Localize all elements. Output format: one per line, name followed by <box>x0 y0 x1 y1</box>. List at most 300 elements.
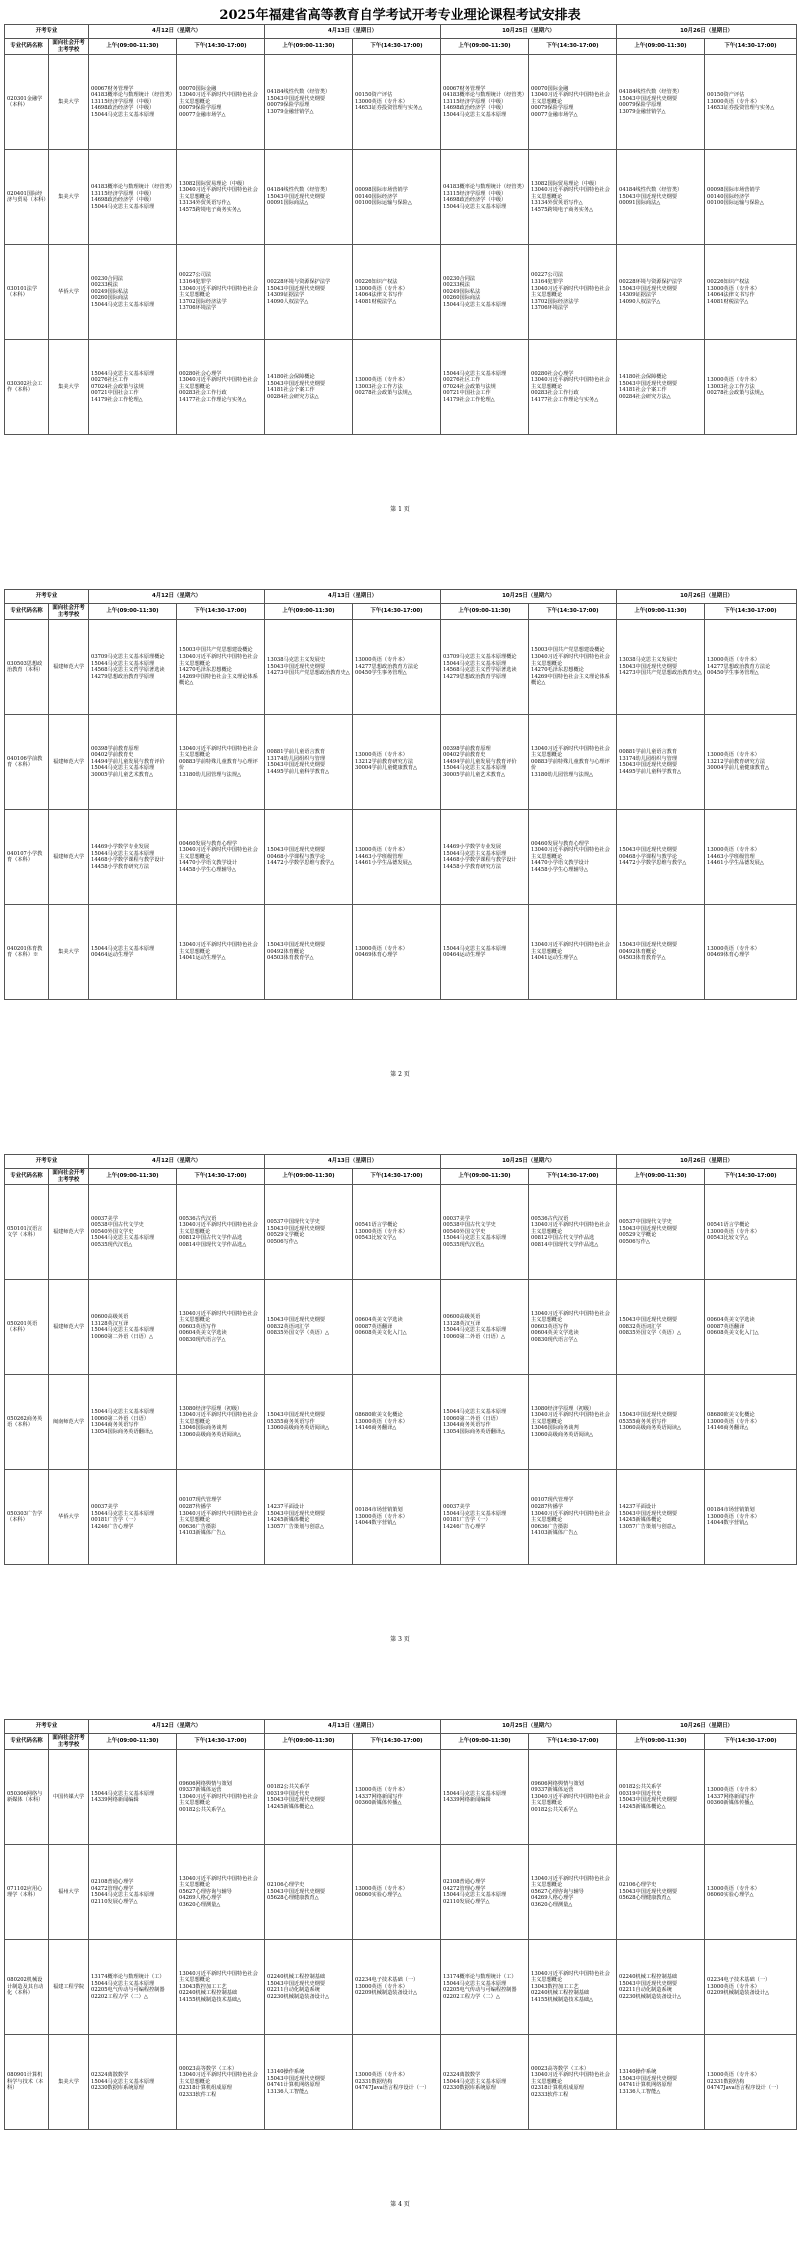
course-item: 00182公共关系学△ <box>531 1807 578 1814</box>
course-item: 30005学前儿童艺术教育△ <box>443 772 506 779</box>
course-cell <box>617 1280 705 1375</box>
course-item: 13043数控加工工艺 <box>531 1983 579 1990</box>
course-cell <box>265 715 353 810</box>
course-item: 10060第二外语（日语） <box>91 1415 150 1422</box>
course-cell <box>617 340 705 435</box>
header-am: 上午(09:00-11:30) <box>617 39 705 55</box>
header-row-dates <box>5 1155 797 1169</box>
course-cell <box>353 905 441 1000</box>
header-date4: 10月26日（星期日） <box>617 25 797 39</box>
header-pm: 下午(14:30-17:00) <box>353 1169 441 1185</box>
school-cell: 集美大学 <box>49 905 89 1000</box>
course-item: 14458小学生心理辅导△ <box>531 867 588 874</box>
course-item: 15043中国近现代史纲要 <box>267 193 326 200</box>
course-item: 08680欧美文化概论 <box>355 1412 403 1419</box>
course-item: 14461小学生品德发展△ <box>707 860 764 867</box>
course-cell <box>89 1940 177 2035</box>
course-item: 04183概率论与数理统计（经管类） <box>91 184 175 190</box>
course-item: 14245新媒体概论△ <box>619 1803 666 1810</box>
course-cell <box>441 1750 529 1845</box>
major-code-cell: 030101法学（本科） <box>5 245 49 340</box>
course-item: 00070国际金融 <box>531 85 569 92</box>
course-item: 02110发展心理学△ <box>91 1898 138 1905</box>
course-item: 15043中国近现代史纲要 <box>267 1412 326 1419</box>
course-item: 15043中国近现代史纲要 <box>267 762 326 769</box>
course-item: 00070国际金融 <box>179 85 217 92</box>
course-cell <box>265 245 353 340</box>
course-item: 13046国际商务谈判 <box>179 1425 227 1432</box>
header-date3: 10月25日（星期六） <box>441 590 617 604</box>
course-item: 10060第二外语（日语）△ <box>443 1333 506 1340</box>
header-major: 开考专业 <box>5 590 89 604</box>
course-cell <box>177 245 265 340</box>
course-item: 00492体育概论 <box>267 948 305 955</box>
course-cell <box>705 1845 797 1940</box>
course-item: 06060实验心理学△ <box>355 1892 402 1899</box>
course-item: 14463小学班级管理 <box>707 853 755 860</box>
course-item: 00283社会工作行政 <box>531 390 579 397</box>
major-code-cell: 050101汉语言文学（本科） <box>5 1185 49 1280</box>
course-item: 02211自动化制造系统 <box>267 1987 320 1994</box>
course-item: 00604英美文学选读 <box>179 1330 227 1337</box>
course-item: 00460发展与教育心理学 <box>179 840 238 847</box>
course-item: 14458小学生心理辅导△ <box>179 867 236 874</box>
major-code-cell: 080901计算机科学与技术（本科） <box>5 2035 49 2130</box>
course-item: 00023高等数学（工本） <box>531 2065 590 2072</box>
course-item: 00360新媒体传播△ <box>707 1800 754 1807</box>
course-item: 00284社会研究方法△ <box>267 393 319 400</box>
course-item: 15044马克思主义基本原理 <box>91 203 155 210</box>
course-cell <box>265 55 353 150</box>
course-item: 13057广告策划与创意△ <box>619 1523 676 1530</box>
course-item: 14472小学数学思维与教学△ <box>619 860 687 867</box>
course-cell <box>705 715 797 810</box>
course-item: 00537中国现代文学史 <box>619 1219 672 1225</box>
course-item: 14146商务翻译△ <box>355 1425 397 1432</box>
course-item: 13000英语（专升本） <box>707 657 760 664</box>
course-item: 07024社会政策与法规 <box>443 383 496 390</box>
course-item: 00276社区工作 <box>443 377 481 384</box>
course-item: 10060第二外语（日语） <box>443 1415 502 1422</box>
course-cell <box>617 150 705 245</box>
course-cell <box>177 1940 265 2035</box>
course-item: 00604英美文学选读 <box>531 1330 579 1337</box>
course-item: 00721中国社会工作 <box>91 390 139 397</box>
course-cell <box>353 150 441 245</box>
course-item: 03620心理测量△ <box>179 1902 221 1909</box>
course-cell <box>177 340 265 435</box>
course-cell <box>441 150 529 245</box>
course-item: 00249国际私法 <box>443 288 481 295</box>
course-item: 00230合同法 <box>91 275 124 282</box>
course-item: 15043中国近现代史纲要 <box>267 1980 326 1987</box>
course-item: 13040习近平新时代中国特色社会主义思想概论 <box>531 1412 610 1425</box>
course-item: 00184市场营销策划 <box>355 1507 403 1514</box>
course-item: 14279思想政治教育学原理 <box>443 673 507 680</box>
course-item: 00469体育心理学 <box>355 952 398 959</box>
course-item: 00600高级英语 <box>443 1314 481 1320</box>
course-item: 00098国际市场营销学 <box>707 187 760 194</box>
course-item: 15043中国近现代史纲要 <box>267 95 326 102</box>
course-item: 15044马克思主义基本原理 <box>91 370 155 377</box>
course-item: 15043中国近现代史纲要 <box>619 1980 678 1987</box>
header-pm: 下午(14:30-17:00) <box>705 39 797 55</box>
header-pm: 下午(14:30-17:00) <box>529 39 617 55</box>
course-cell <box>89 340 177 435</box>
course-item: 15043中国近现代史纲要 <box>267 1888 326 1895</box>
course-item: 00280社会心理学 <box>531 370 574 377</box>
course-cell <box>441 55 529 150</box>
course-cell <box>177 1845 265 1940</box>
course-cell <box>441 245 529 340</box>
course-item: 14468小学数学课程与教学设计 <box>91 857 165 864</box>
course-item: 00604英美文学选读 <box>707 1317 755 1324</box>
course-item: 14090人权法学△ <box>267 298 309 305</box>
course-item: 15044马克思主义基本原理 <box>91 1980 155 1987</box>
course-item: 13040习近平新时代中国特色社会主义思想概论 <box>531 377 610 390</box>
course-cell <box>177 905 265 1000</box>
schedule-table <box>4 1154 797 1565</box>
course-item: 00636广告摄影 <box>179 1523 217 1530</box>
course-cell <box>353 620 441 715</box>
course-item: 00881学前儿童语言教育 <box>267 749 326 755</box>
course-item: 13136人工智能△ <box>619 2088 661 2095</box>
course-item: 13040习近平新时代中国特色社会主义思想概论 <box>531 2072 610 2085</box>
course-item: 15043中国近现代史纲要 <box>267 1510 326 1517</box>
schedule-page <box>0 0 800 565</box>
course-cell <box>705 150 797 245</box>
course-item: 14177社会工作理论与实务△ <box>531 397 599 404</box>
course-item: 04741计算机网络原理 <box>619 2082 672 2089</box>
course-cell <box>265 1185 353 1280</box>
course-item: 15003中国共产党思想建设概论 <box>179 647 253 654</box>
course-item: 13082国际贸易理论（中级） <box>531 180 600 187</box>
course-item: 04503体育教育学△ <box>619 955 666 962</box>
course-item: 00398学前教育原理 <box>443 745 491 752</box>
course-item: 14245新媒体概论△ <box>267 1803 314 1810</box>
course-item: 14090人权法学△ <box>619 298 661 305</box>
header-row-dates <box>5 25 797 39</box>
header-pm: 下午(14:30-17:00) <box>529 1169 617 1185</box>
school-cell: 福建工程学院 <box>49 1940 89 2035</box>
course-cell <box>529 1845 617 1940</box>
course-item: 13180幼儿园管理与法规△ <box>531 772 594 779</box>
course-item: 14177社会工作理论与实务△ <box>179 397 247 404</box>
course-cell <box>265 1280 353 1375</box>
course-item: 05627心理咨询与辅导 <box>531 1888 584 1895</box>
course-item: 13080经济学原理（初级） <box>179 1405 243 1412</box>
course-item: 15043中国近现代史纲要 <box>619 1888 678 1895</box>
major-code-cell: 040106学前教育（本科） <box>5 715 49 810</box>
course-cell <box>441 1845 529 1940</box>
header-am: 上午(09:00-11:30) <box>89 1169 177 1185</box>
table-row <box>5 1375 797 1470</box>
course-item: 15044马克思主义基本原理 <box>91 112 155 119</box>
course-item: 13000英语（专升本） <box>707 377 760 384</box>
course-item: 00098国际市场营销学 <box>355 187 408 194</box>
course-item: 02333软件工程 <box>531 2092 569 2099</box>
course-item: 13040习近平新时代中国特色社会主义思想概论 <box>179 377 258 390</box>
course-item: 13000英语（专升本） <box>355 752 408 759</box>
major-code-cell: 020301金融学（本科） <box>5 55 49 150</box>
header-date1: 4月12日（星期六） <box>89 590 265 604</box>
course-item: 14653证券投资管理与实务△ <box>707 105 775 112</box>
header-pm: 下午(14:30-17:00) <box>177 1169 265 1185</box>
course-item: 13174幼儿园组织与管理 <box>267 755 326 762</box>
header-pm: 下午(14:30-17:00) <box>177 39 265 55</box>
course-item: 00079保险学原理 <box>531 105 574 112</box>
course-item: 00280社会心理学 <box>179 370 222 377</box>
course-item: 00540外国文学史 <box>443 1228 486 1235</box>
header-am: 上午(09:00-11:30) <box>617 1169 705 1185</box>
course-item: 13060高级商务英语阅读△ <box>531 1432 594 1439</box>
schedule-page <box>0 565 800 1130</box>
header-date3: 10月25日（星期六） <box>441 25 617 39</box>
course-item: 13040习近平新时代中国特色社会主义思想概论 <box>179 745 258 759</box>
header-code: 专业代码名称 <box>5 39 49 55</box>
course-item: 14081财税法学△ <box>355 298 397 305</box>
course-cell <box>353 1280 441 1375</box>
course-item: 00233税法 <box>91 282 118 289</box>
course-item: 15044马克思主义基本原理 <box>91 302 155 309</box>
course-item: 13040习近平新时代中国特色社会主义思想概论 <box>179 92 258 105</box>
header-major: 开考专业 <box>5 1155 89 1169</box>
course-cell <box>529 1750 617 1845</box>
course-item: 02324离散数学 <box>443 2072 481 2079</box>
header-date3: 10月25日（星期六） <box>441 1155 617 1169</box>
course-cell <box>265 1940 353 2035</box>
course-item: 00830现代语言学△ <box>531 1337 578 1344</box>
course-item: 13000英语（专升本） <box>707 847 760 854</box>
course-cell <box>441 2035 529 2130</box>
course-item: 00100国际运输与保险△ <box>355 200 412 207</box>
course-item: 13060高级商务英语阅读△ <box>179 1432 242 1439</box>
table-row <box>5 1280 797 1375</box>
course-item: 13040习近平新时代中国特色社会主义思想概论 <box>179 2072 258 2085</box>
table-row <box>5 1940 797 2035</box>
course-item: 14179社会工作伦理△ <box>443 397 495 404</box>
course-cell <box>705 1280 797 1375</box>
course-cell <box>353 1750 441 1845</box>
course-item: 13000英语（专升本） <box>355 945 408 952</box>
course-item: 14081财税法学△ <box>707 298 749 305</box>
course-item: 00464运动生理学 <box>443 952 486 959</box>
course-item: 04183概率论与数理统计（经管类） <box>91 92 175 99</box>
course-cell <box>89 1750 177 1845</box>
course-item: 15044马克思主义基本原理 <box>443 203 507 210</box>
course-cell <box>441 1375 529 1470</box>
course-item: 15043中国近现代史纲要 <box>619 762 678 769</box>
course-item: 15043中国近现代史纲要 <box>619 1510 678 1517</box>
schedule-table <box>4 24 797 435</box>
course-item: 15043中国近现代史纲要 <box>619 193 678 200</box>
course-cell <box>353 340 441 435</box>
course-item: 13040习近平新时代中国特色社会主义思想概论 <box>531 1510 610 1524</box>
course-item: 14245新媒体概论 <box>619 1517 662 1524</box>
course-cell <box>617 620 705 715</box>
course-item: 14337网络新闻写作 <box>355 1793 403 1800</box>
course-item: 14468小学数学课程与教学设计 <box>443 857 517 864</box>
course-item: 15043中国近现代史纲要 <box>619 380 678 387</box>
course-item: 05628心理健康教育△ <box>619 1895 671 1902</box>
course-item: 13040习近平新时代中国特色社会主义思想概论 <box>531 1970 610 1984</box>
course-cell <box>441 715 529 810</box>
course-cell <box>265 1750 353 1845</box>
course-cell <box>705 1470 797 1565</box>
course-item: 13134外贸英语写作△ <box>179 200 231 207</box>
course-item: 14568马克思主义哲学原著选读 <box>91 667 165 674</box>
course-item: 13000英语（专升本） <box>355 98 408 105</box>
header-am: 上午(09:00-11:30) <box>89 1734 177 1750</box>
course-item: 00812中国古代文学作品选 <box>179 1235 243 1242</box>
schedule-page <box>0 1130 800 1695</box>
course-cell <box>89 2035 177 2130</box>
course-item: 00077金融市场学△ <box>179 112 226 119</box>
course-cell <box>617 810 705 905</box>
course-item: 14339网络新闻编辑 <box>91 1797 139 1804</box>
course-item: 02331数据结构 <box>707 2078 745 2085</box>
course-cell <box>177 150 265 245</box>
course-item: 15043中国近现代史纲要 <box>619 663 678 670</box>
course-cell <box>617 715 705 810</box>
course-item: 02202工程力学（二）△ <box>443 1993 500 2000</box>
course-item: 00536古代汉语 <box>531 1215 569 1222</box>
course-item: 15044马克思主义基本原理 <box>91 660 155 667</box>
course-item: 13080经济学原理（初级） <box>531 1405 595 1412</box>
course-item: 00543比较文学△ <box>707 1235 749 1242</box>
course-cell <box>705 1750 797 1845</box>
course-item: 15043中国近现代史纲要 <box>619 1797 678 1804</box>
course-cell <box>529 620 617 715</box>
course-item: 14273中国共产党思想政治教育史△ <box>267 670 350 677</box>
school-cell: 华侨大学 <box>49 245 89 340</box>
course-item: 13164犯罪学 <box>179 279 212 285</box>
course-item: 13000英语（专升本） <box>355 2072 408 2079</box>
course-cell <box>177 1750 265 1845</box>
header-row-dates <box>5 1720 797 1734</box>
course-item: 00541语言学概论 <box>355 1222 398 1229</box>
course-item: 14463小学班级管理 <box>355 853 403 860</box>
course-item: 13040习近平新时代中国特色社会主义思想概论 <box>531 1793 610 1807</box>
course-item: 14494学前儿童发展与教育评价 <box>443 758 517 765</box>
course-item: 00140国际经济学 <box>355 193 398 200</box>
course-item: 13040习近平新时代中国特色社会主义思想概论 <box>531 745 610 759</box>
header-school: 面向社会开考主考学校 <box>49 39 89 55</box>
course-cell <box>265 1470 353 1565</box>
course-item: 04184线性代数（经管类） <box>619 89 683 95</box>
course-item: 14041运动生理学△ <box>531 955 578 962</box>
header-date1: 4月12日（星期六） <box>89 1155 265 1169</box>
course-item: 00278社会政策与法规△ <box>355 390 412 397</box>
course-cell <box>265 340 353 435</box>
course-cell <box>177 715 265 810</box>
course-item: 14277思想政治教育方法论 <box>355 663 419 670</box>
course-item: 05355商务英语写作 <box>619 1418 667 1425</box>
course-cell <box>177 810 265 905</box>
course-item: 04272管理心理学 <box>91 1885 134 1892</box>
course-item: 15043中国近现代史纲要 <box>267 942 326 949</box>
course-item: 14698政治经济学（中级） <box>91 197 155 204</box>
course-item: 13000英语（专升本） <box>355 377 408 384</box>
course-item: 14269中国特色社会主义理论体系概论△ <box>179 673 258 687</box>
course-item: 00604英美文学选读 <box>355 1317 403 1324</box>
course-cell <box>529 715 617 810</box>
school-cell: 集美大学 <box>49 150 89 245</box>
table-row <box>5 150 797 245</box>
course-cell <box>617 2035 705 2130</box>
page-number: 第 1 页 <box>390 506 410 513</box>
header-am: 上午(09:00-11:30) <box>89 604 177 620</box>
course-item: 15043中国近现代史纲要 <box>267 380 326 387</box>
course-item: 13040习近平新时代中国特色社会主义思想概论 <box>179 1412 258 1425</box>
course-item: 13000英语（专升本） <box>707 1228 760 1235</box>
course-item: 13174概率论与数理统计（工） <box>91 1974 165 1980</box>
course-item: 13000英语（专升本） <box>707 1983 760 1990</box>
page-number: 第 2 页 <box>390 1071 410 1078</box>
course-item: 14277思想政治教育方法论 <box>707 663 771 670</box>
course-cell <box>705 905 797 1000</box>
schedule-page <box>0 1695 800 2260</box>
major-code-cell: 040107小学教育（本科） <box>5 810 49 905</box>
course-item: 14458小学教育研究方法 <box>443 863 502 870</box>
course-item: 00603英语写作 <box>179 1323 217 1330</box>
course-cell <box>89 1185 177 1280</box>
header-pm: 下午(14:30-17:00) <box>177 604 265 620</box>
course-item: 00260国际商法 <box>443 295 481 302</box>
course-item: 00087英语翻译 <box>707 1323 745 1330</box>
course-item: 14575跨境电子商务实务△ <box>531 207 594 214</box>
course-item: 00812中国古代文学作品选 <box>531 1235 595 1242</box>
header-date1: 4月12日（星期六） <box>89 25 265 39</box>
course-item: 00150资产评估 <box>707 92 745 99</box>
course-item: 00249国际私法 <box>91 288 129 295</box>
course-item: 14461小学生品德发展△ <box>355 860 412 867</box>
course-item: 00468小学课程与教学论 <box>619 853 678 860</box>
course-cell <box>617 55 705 150</box>
course-cell <box>177 1185 265 1280</box>
course-item: 14181社会个案工作 <box>267 387 315 394</box>
course-item: 13060高级商务英语阅读△ <box>619 1425 682 1432</box>
course-item: 00228环境与资源保护法学 <box>619 279 683 285</box>
header-date4: 10月26日（星期日） <box>617 1720 797 1734</box>
course-item: 13079金融营销学△ <box>619 108 666 115</box>
course-item: 00226知识产权法 <box>355 279 398 285</box>
course-item: 14337网络新闻写作 <box>707 1793 755 1800</box>
course-item: 00464运动生理学 <box>91 952 134 959</box>
course-item: 13140操作系统 <box>619 2069 657 2075</box>
course-item: 00233税法 <box>443 282 470 289</box>
course-item: 13040习近平新时代中国特色社会主义思想概论 <box>531 1875 610 1889</box>
course-item: 13040习近平新时代中国特色社会主义思想概论 <box>179 847 258 860</box>
course-item: 13082国际贸易理论（中级） <box>179 180 248 187</box>
header-am: 上午(09:00-11:30) <box>617 604 705 620</box>
course-cell <box>441 905 529 1000</box>
course-cell <box>265 620 353 715</box>
course-item: 15044马克思主义基本原理 <box>443 1235 507 1242</box>
course-item: 13040习近平新时代中国特色社会主义思想概论 <box>179 1875 258 1889</box>
schedule-table <box>4 1719 797 2130</box>
header-row-times <box>5 604 797 620</box>
course-item: 02205电气传动与可编程控制器 <box>91 1987 165 1994</box>
header-row-times <box>5 1734 797 1750</box>
schedule-table <box>4 589 797 1000</box>
course-item: 00835外国文学（英语）△ <box>267 1330 330 1337</box>
course-cell <box>177 1280 265 1375</box>
course-item: 00227公司法 <box>531 272 564 279</box>
course-item: 04183概率论与数理统计（经管类） <box>443 92 527 99</box>
course-item: 00287传播学 <box>179 1504 212 1510</box>
course-item: 00067财务管理学 <box>443 85 486 92</box>
